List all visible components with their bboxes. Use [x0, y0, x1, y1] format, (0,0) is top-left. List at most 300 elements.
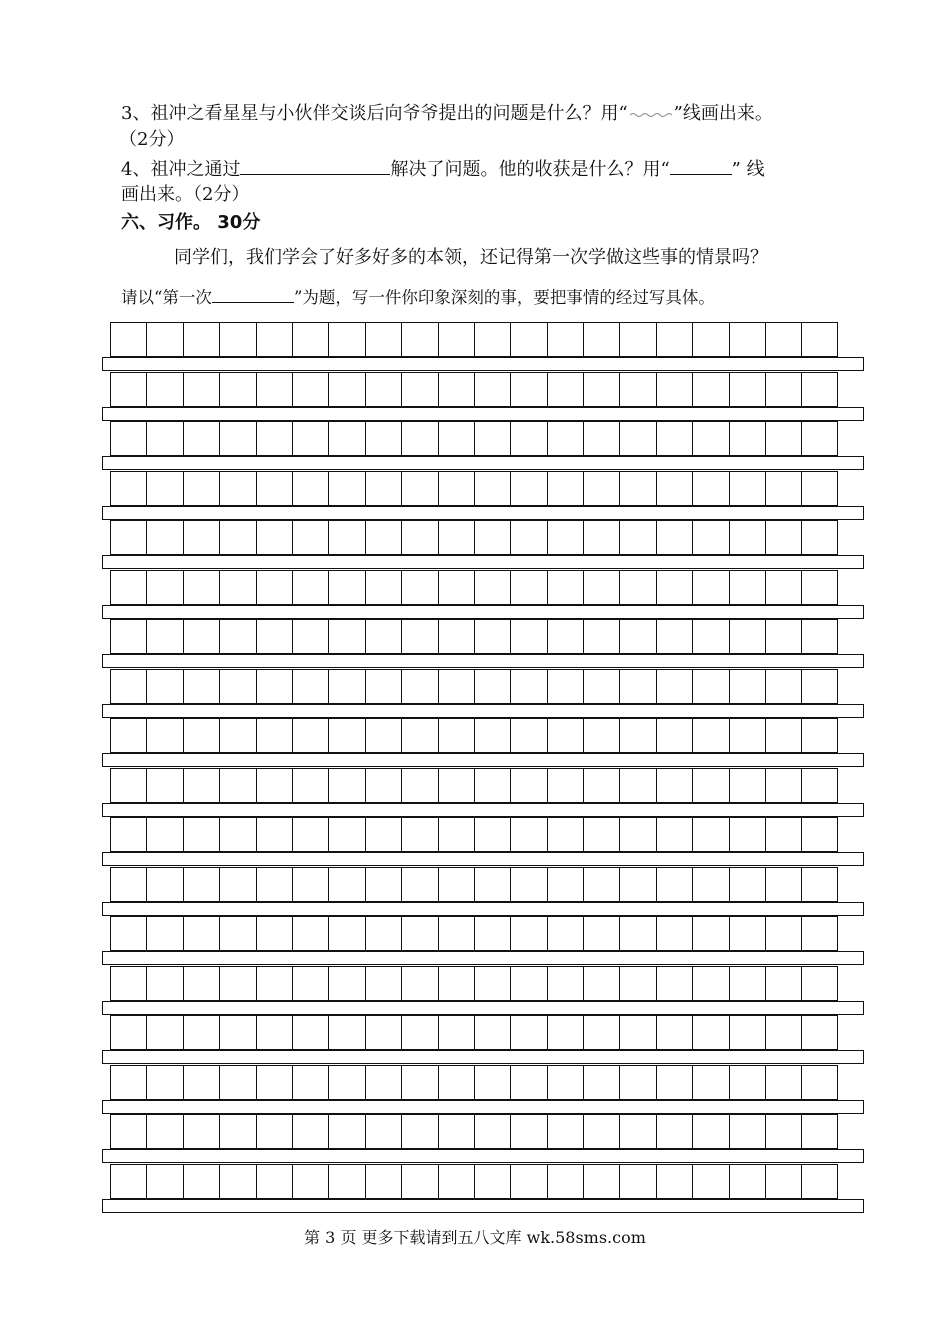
grid-cell[interactable]: [656, 421, 692, 456]
grid-cell[interactable]: [110, 867, 146, 902]
grid-cell[interactable]: [474, 1065, 510, 1100]
grid-cell[interactable]: [292, 718, 328, 753]
grid-cell[interactable]: [547, 1114, 583, 1149]
grid-cell[interactable]: [146, 1065, 182, 1100]
grid-cell[interactable]: [547, 1015, 583, 1050]
grid-cell[interactable]: [583, 1164, 619, 1199]
grid-cell[interactable]: [438, 421, 474, 456]
grid-cell[interactable]: [219, 916, 255, 951]
grid-cell[interactable]: [619, 1065, 655, 1100]
grid-cell[interactable]: [183, 718, 219, 753]
grid-cell[interactable]: [474, 520, 510, 555]
grid-cell[interactable]: [729, 372, 765, 407]
grid-cell[interactable]: [765, 1164, 801, 1199]
grid-cell[interactable]: [256, 768, 292, 803]
grid-cell[interactable]: [401, 372, 437, 407]
grid-cell[interactable]: [692, 867, 728, 902]
grid-cell[interactable]: [583, 718, 619, 753]
grid-cell[interactable]: [583, 1065, 619, 1100]
grid-cell[interactable]: [474, 421, 510, 456]
grid-cell[interactable]: [656, 1164, 692, 1199]
grid-cell[interactable]: [401, 669, 437, 704]
grid-cell[interactable]: [438, 372, 474, 407]
grid-cell[interactable]: [619, 421, 655, 456]
grid-cell[interactable]: [547, 916, 583, 951]
grid-cell[interactable]: [401, 867, 437, 902]
grid-cell[interactable]: [292, 1164, 328, 1199]
grid-cell[interactable]: [365, 471, 401, 506]
grid-cell[interactable]: [801, 867, 837, 902]
grid-cell[interactable]: [292, 768, 328, 803]
grid-cell[interactable]: [619, 669, 655, 704]
grid-cell[interactable]: [256, 421, 292, 456]
grid-cell[interactable]: [474, 768, 510, 803]
grid-cell[interactable]: [729, 322, 765, 357]
grid-cell[interactable]: [692, 421, 728, 456]
grid-cell[interactable]: [219, 1114, 255, 1149]
grid-cell[interactable]: [547, 619, 583, 654]
grid-cell[interactable]: [547, 372, 583, 407]
grid-cell[interactable]: [256, 718, 292, 753]
grid-cell[interactable]: [656, 867, 692, 902]
grid-cell[interactable]: [256, 372, 292, 407]
grid-cell[interactable]: [365, 520, 401, 555]
grid-cell[interactable]: [438, 471, 474, 506]
grid-cell[interactable]: [692, 619, 728, 654]
grid-cell[interactable]: [438, 916, 474, 951]
grid-cell[interactable]: [619, 322, 655, 357]
grid-cell[interactable]: [510, 966, 546, 1001]
grid-cell[interactable]: [401, 1164, 437, 1199]
grid-cell[interactable]: [256, 817, 292, 852]
grid-cell[interactable]: [765, 669, 801, 704]
grid-cell[interactable]: [146, 619, 182, 654]
grid-cell[interactable]: [729, 1164, 765, 1199]
grid-cell[interactable]: [110, 718, 146, 753]
grid-cell[interactable]: [328, 421, 364, 456]
grid-cell[interactable]: [510, 1065, 546, 1100]
grid-cell[interactable]: [365, 1065, 401, 1100]
grid-cell[interactable]: [401, 1114, 437, 1149]
grid-cell[interactable]: [401, 520, 437, 555]
grid-cell[interactable]: [219, 619, 255, 654]
grid-cell[interactable]: [692, 916, 728, 951]
grid-cell[interactable]: [292, 570, 328, 605]
grid-cell[interactable]: [146, 1114, 182, 1149]
grid-cell[interactable]: [801, 570, 837, 605]
grid-cell[interactable]: [510, 570, 546, 605]
grid-cell[interactable]: [256, 669, 292, 704]
grid-cell[interactable]: [474, 1164, 510, 1199]
grid-cell[interactable]: [729, 570, 765, 605]
grid-cell[interactable]: [692, 768, 728, 803]
grid-cell[interactable]: [801, 1164, 837, 1199]
grid-cell[interactable]: [765, 570, 801, 605]
grid-cell[interactable]: [328, 1114, 364, 1149]
grid-cell[interactable]: [328, 471, 364, 506]
grid-cell[interactable]: [292, 619, 328, 654]
grid-cell[interactable]: [765, 718, 801, 753]
grid-cell[interactable]: [292, 322, 328, 357]
grid-cell[interactable]: [619, 718, 655, 753]
grid-cell[interactable]: [328, 867, 364, 902]
grid-cell[interactable]: [765, 768, 801, 803]
grid-cell[interactable]: [328, 966, 364, 1001]
grid-cell[interactable]: [547, 570, 583, 605]
title-blank[interactable]: [212, 286, 294, 303]
grid-cell[interactable]: [183, 471, 219, 506]
grid-cell[interactable]: [656, 1065, 692, 1100]
grid-cell[interactable]: [292, 471, 328, 506]
grid-cell[interactable]: [401, 421, 437, 456]
grid-cell[interactable]: [765, 372, 801, 407]
grid-cell[interactable]: [801, 322, 837, 357]
grid-cell[interactable]: [183, 1015, 219, 1050]
grid-cell[interactable]: [510, 916, 546, 951]
grid-cell[interactable]: [365, 1015, 401, 1050]
grid-cell[interactable]: [219, 421, 255, 456]
grid-cell[interactable]: [146, 817, 182, 852]
grid-cell[interactable]: [656, 322, 692, 357]
grid-cell[interactable]: [474, 669, 510, 704]
grid-cell[interactable]: [438, 817, 474, 852]
grid-cell[interactable]: [656, 570, 692, 605]
grid-cell[interactable]: [256, 1065, 292, 1100]
grid-cell[interactable]: [365, 619, 401, 654]
grid-cell[interactable]: [583, 867, 619, 902]
grid-cell[interactable]: [183, 421, 219, 456]
grid-cell[interactable]: [328, 916, 364, 951]
grid-cell[interactable]: [328, 669, 364, 704]
grid-cell[interactable]: [801, 520, 837, 555]
grid-cell[interactable]: [765, 471, 801, 506]
grid-cell[interactable]: [692, 570, 728, 605]
grid-cell[interactable]: [801, 916, 837, 951]
grid-cell[interactable]: [328, 619, 364, 654]
grid-cell[interactable]: [219, 471, 255, 506]
grid-cell[interactable]: [292, 817, 328, 852]
grid-cell[interactable]: [729, 867, 765, 902]
grid-cell[interactable]: [765, 1015, 801, 1050]
grid-cell[interactable]: [219, 1015, 255, 1050]
grid-cell[interactable]: [510, 421, 546, 456]
grid-cell[interactable]: [292, 520, 328, 555]
grid-cell[interactable]: [547, 768, 583, 803]
grid-cell[interactable]: [438, 1065, 474, 1100]
grid-cell[interactable]: [510, 817, 546, 852]
grid-cell[interactable]: [328, 768, 364, 803]
grid-cell[interactable]: [583, 669, 619, 704]
grid-cell[interactable]: [656, 768, 692, 803]
grid-cell[interactable]: [365, 669, 401, 704]
grid-cell[interactable]: [292, 867, 328, 902]
grid-cell[interactable]: [256, 570, 292, 605]
grid-cell[interactable]: [365, 768, 401, 803]
grid-cell[interactable]: [729, 421, 765, 456]
grid-cell[interactable]: [256, 520, 292, 555]
grid-cell[interactable]: [765, 867, 801, 902]
grid-cell[interactable]: [729, 1114, 765, 1149]
grid-cell[interactable]: [547, 421, 583, 456]
grid-cell[interactable]: [328, 718, 364, 753]
grid-cell[interactable]: [656, 471, 692, 506]
grid-cell[interactable]: [583, 372, 619, 407]
grid-cell[interactable]: [183, 768, 219, 803]
grid-cell[interactable]: [328, 817, 364, 852]
grid-cell[interactable]: [474, 916, 510, 951]
grid-cell[interactable]: [183, 916, 219, 951]
grid-cell[interactable]: [474, 1015, 510, 1050]
grid-cell[interactable]: [510, 1015, 546, 1050]
grid-cell[interactable]: [146, 867, 182, 902]
grid-cell[interactable]: [146, 768, 182, 803]
grid-cell[interactable]: [401, 916, 437, 951]
grid-cell[interactable]: [656, 966, 692, 1001]
grid-cell[interactable]: [365, 867, 401, 902]
grid-cell[interactable]: [146, 372, 182, 407]
grid-cell[interactable]: [110, 520, 146, 555]
grid-cell[interactable]: [583, 421, 619, 456]
grid-cell[interactable]: [365, 966, 401, 1001]
grid-cell[interactable]: [692, 1114, 728, 1149]
grid-cell[interactable]: [401, 1015, 437, 1050]
grid-cell[interactable]: [510, 1164, 546, 1199]
grid-cell[interactable]: [729, 718, 765, 753]
grid-cell[interactable]: [365, 817, 401, 852]
grid-cell[interactable]: [438, 966, 474, 1001]
grid-cell[interactable]: [583, 570, 619, 605]
grid-cell[interactable]: [619, 1015, 655, 1050]
grid-cell[interactable]: [656, 1015, 692, 1050]
grid-cell[interactable]: [765, 966, 801, 1001]
grid-cell[interactable]: [401, 966, 437, 1001]
grid-cell[interactable]: [146, 916, 182, 951]
grid-cell[interactable]: [438, 768, 474, 803]
grid-cell[interactable]: [474, 867, 510, 902]
grid-cell[interactable]: [219, 768, 255, 803]
grid-cell[interactable]: [765, 1065, 801, 1100]
grid-cell[interactable]: [146, 669, 182, 704]
grid-cell[interactable]: [583, 322, 619, 357]
grid-cell[interactable]: [510, 372, 546, 407]
grid-cell[interactable]: [146, 520, 182, 555]
grid-cell[interactable]: [292, 1114, 328, 1149]
grid-cell[interactable]: [692, 372, 728, 407]
grid-cell[interactable]: [510, 471, 546, 506]
grid-cell[interactable]: [256, 1015, 292, 1050]
grid-cell[interactable]: [510, 669, 546, 704]
grid-cell[interactable]: [110, 619, 146, 654]
grid-cell[interactable]: [547, 322, 583, 357]
grid-cell[interactable]: [692, 1164, 728, 1199]
grid-cell[interactable]: [256, 1114, 292, 1149]
grid-cell[interactable]: [619, 570, 655, 605]
grid-cell[interactable]: [729, 619, 765, 654]
grid-cell[interactable]: [110, 1065, 146, 1100]
grid-cell[interactable]: [219, 817, 255, 852]
grid-cell[interactable]: [146, 421, 182, 456]
grid-cell[interactable]: [474, 471, 510, 506]
grid-cell[interactable]: [183, 867, 219, 902]
grid-cell[interactable]: [692, 669, 728, 704]
grid-cell[interactable]: [328, 322, 364, 357]
grid-cell[interactable]: [510, 619, 546, 654]
grid-cell[interactable]: [256, 867, 292, 902]
grid-cell[interactable]: [146, 1015, 182, 1050]
grid-cell[interactable]: [547, 867, 583, 902]
grid-cell[interactable]: [292, 966, 328, 1001]
grid-cell[interactable]: [474, 1114, 510, 1149]
grid-cell[interactable]: [219, 1164, 255, 1199]
grid-cell[interactable]: [110, 1015, 146, 1050]
grid-cell[interactable]: [583, 1114, 619, 1149]
grid-cell[interactable]: [365, 718, 401, 753]
grid-cell[interactable]: [365, 322, 401, 357]
grid-cell[interactable]: [256, 966, 292, 1001]
grid-cell[interactable]: [401, 619, 437, 654]
grid-cell[interactable]: [292, 1065, 328, 1100]
grid-cell[interactable]: [619, 916, 655, 951]
grid-cell[interactable]: [110, 322, 146, 357]
grid-cell[interactable]: [438, 520, 474, 555]
grid-cell[interactable]: [547, 669, 583, 704]
grid-cell[interactable]: [256, 322, 292, 357]
grid-cell[interactable]: [474, 619, 510, 654]
grid-cell[interactable]: [438, 867, 474, 902]
grid-cell[interactable]: [510, 322, 546, 357]
grid-cell[interactable]: [183, 966, 219, 1001]
grid-cell[interactable]: [656, 520, 692, 555]
grid-cell[interactable]: [510, 1114, 546, 1149]
grid-cell[interactable]: [619, 1164, 655, 1199]
grid-cell[interactable]: [292, 1015, 328, 1050]
grid-cell[interactable]: [438, 570, 474, 605]
grid-cell[interactable]: [729, 669, 765, 704]
grid-cell[interactable]: [692, 1015, 728, 1050]
grid-cell[interactable]: [438, 669, 474, 704]
grid-cell[interactable]: [729, 817, 765, 852]
grid-cell[interactable]: [692, 322, 728, 357]
grid-cell[interactable]: [619, 520, 655, 555]
grid-cell[interactable]: [401, 570, 437, 605]
grid-cell[interactable]: [183, 669, 219, 704]
grid-cell[interactable]: [219, 867, 255, 902]
grid-cell[interactable]: [729, 520, 765, 555]
grid-cell[interactable]: [656, 916, 692, 951]
grid-cell[interactable]: [765, 1114, 801, 1149]
grid-cell[interactable]: [547, 1164, 583, 1199]
grid-cell[interactable]: [110, 372, 146, 407]
grid-cell[interactable]: [183, 520, 219, 555]
grid-cell[interactable]: [692, 817, 728, 852]
grid-cell[interactable]: [183, 570, 219, 605]
grid-cell[interactable]: [365, 570, 401, 605]
grid-cell[interactable]: [146, 471, 182, 506]
grid-cell[interactable]: [692, 966, 728, 1001]
grid-cell[interactable]: [729, 916, 765, 951]
answer-blank[interactable]: [240, 156, 390, 175]
grid-cell[interactable]: [365, 1114, 401, 1149]
grid-cell[interactable]: [219, 669, 255, 704]
grid-cell[interactable]: [583, 768, 619, 803]
grid-cell[interactable]: [729, 1015, 765, 1050]
grid-cell[interactable]: [765, 619, 801, 654]
grid-cell[interactable]: [547, 471, 583, 506]
grid-cell[interactable]: [292, 669, 328, 704]
grid-cell[interactable]: [547, 817, 583, 852]
grid-cell[interactable]: [801, 966, 837, 1001]
grid-cell[interactable]: [583, 1015, 619, 1050]
grid-cell[interactable]: [801, 718, 837, 753]
grid-cell[interactable]: [401, 1065, 437, 1100]
grid-cell[interactable]: [765, 817, 801, 852]
grid-cell[interactable]: [438, 1114, 474, 1149]
grid-cell[interactable]: [474, 718, 510, 753]
grid-cell[interactable]: [146, 1164, 182, 1199]
grid-cell[interactable]: [547, 520, 583, 555]
grid-cell[interactable]: [219, 372, 255, 407]
grid-cell[interactable]: [183, 372, 219, 407]
grid-cell[interactable]: [692, 520, 728, 555]
grid-cell[interactable]: [256, 916, 292, 951]
grid-cell[interactable]: [656, 372, 692, 407]
grid-cell[interactable]: [219, 718, 255, 753]
grid-cell[interactable]: [547, 1065, 583, 1100]
grid-cell[interactable]: [619, 471, 655, 506]
grid-cell[interactable]: [292, 916, 328, 951]
grid-cell[interactable]: [510, 867, 546, 902]
grid-cell[interactable]: [438, 718, 474, 753]
grid-cell[interactable]: [510, 768, 546, 803]
grid-cell[interactable]: [365, 372, 401, 407]
grid-cell[interactable]: [292, 421, 328, 456]
grid-cell[interactable]: [256, 471, 292, 506]
grid-cell[interactable]: [438, 619, 474, 654]
grid-cell[interactable]: [801, 1114, 837, 1149]
grid-cell[interactable]: [801, 619, 837, 654]
grid-cell[interactable]: [110, 1164, 146, 1199]
grid-cell[interactable]: [183, 817, 219, 852]
grid-cell[interactable]: [146, 570, 182, 605]
grid-cell[interactable]: [474, 372, 510, 407]
grid-cell[interactable]: [801, 372, 837, 407]
grid-cell[interactable]: [328, 1015, 364, 1050]
grid-cell[interactable]: [729, 1065, 765, 1100]
grid-cell[interactable]: [474, 817, 510, 852]
grid-cell[interactable]: [619, 768, 655, 803]
grid-cell[interactable]: [801, 768, 837, 803]
grid-cell[interactable]: [729, 471, 765, 506]
grid-cell[interactable]: [438, 1015, 474, 1050]
grid-cell[interactable]: [401, 817, 437, 852]
grid-cell[interactable]: [692, 471, 728, 506]
grid-cell[interactable]: [110, 768, 146, 803]
grid-cell[interactable]: [510, 718, 546, 753]
grid-cell[interactable]: [801, 421, 837, 456]
grid-cell[interactable]: [219, 1065, 255, 1100]
grid-cell[interactable]: [438, 322, 474, 357]
grid-cell[interactable]: [183, 1164, 219, 1199]
grid-cell[interactable]: [146, 322, 182, 357]
grid-cell[interactable]: [619, 619, 655, 654]
grid-cell[interactable]: [110, 421, 146, 456]
grid-cell[interactable]: [365, 916, 401, 951]
grid-cell[interactable]: [256, 619, 292, 654]
grid-cell[interactable]: [765, 520, 801, 555]
grid-cell[interactable]: [110, 916, 146, 951]
grid-cell[interactable]: [146, 966, 182, 1001]
grid-cell[interactable]: [656, 718, 692, 753]
